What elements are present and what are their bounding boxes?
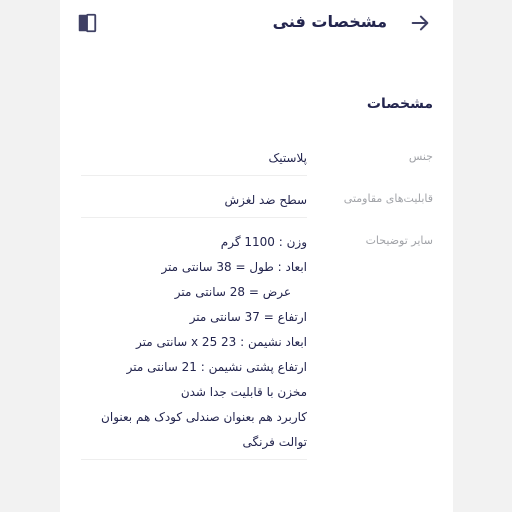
spec-line: ارتفاع = 37 سانتی متر	[189, 310, 307, 324]
spec-value-list	[81, 230, 307, 460]
spec-line: ارتفاع پشتی نشیمن : 21 سانتی متر	[126, 360, 307, 374]
spec-line: کاربرد هم بعنوان صندلی کودک هم بعنوان	[101, 410, 307, 424]
header	[60, 0, 453, 46]
spec-label: سایر توضیحات	[365, 234, 433, 247]
spec-label: قابلیت‌های مقاومتی	[343, 192, 433, 205]
page-title: مشخصات فنی	[272, 12, 387, 31]
compare-icon[interactable]	[76, 12, 98, 34]
spec-value: سطح ضد لغزش	[81, 188, 307, 218]
spec-line: وزن : 1100 گرم	[220, 235, 307, 249]
spec-line: عرض = 28 سانتی متر	[174, 285, 291, 299]
spec-line: ابعاد نشیمن : 23 x 25 سانتی متر	[136, 335, 307, 349]
spec-panel	[60, 0, 453, 512]
arrow-right-icon[interactable]	[409, 12, 431, 34]
spec-label: جنس	[408, 150, 433, 163]
spec-line: توالت فرنگی	[242, 435, 307, 449]
section-title: مشخصات	[366, 96, 433, 112]
spec-value: پلاستیک	[81, 146, 307, 176]
spec-line: مخزن با قابلیت جدا شدن	[180, 385, 307, 399]
spec-line: ابعاد : طول = 38 سانتی متر	[161, 260, 307, 274]
